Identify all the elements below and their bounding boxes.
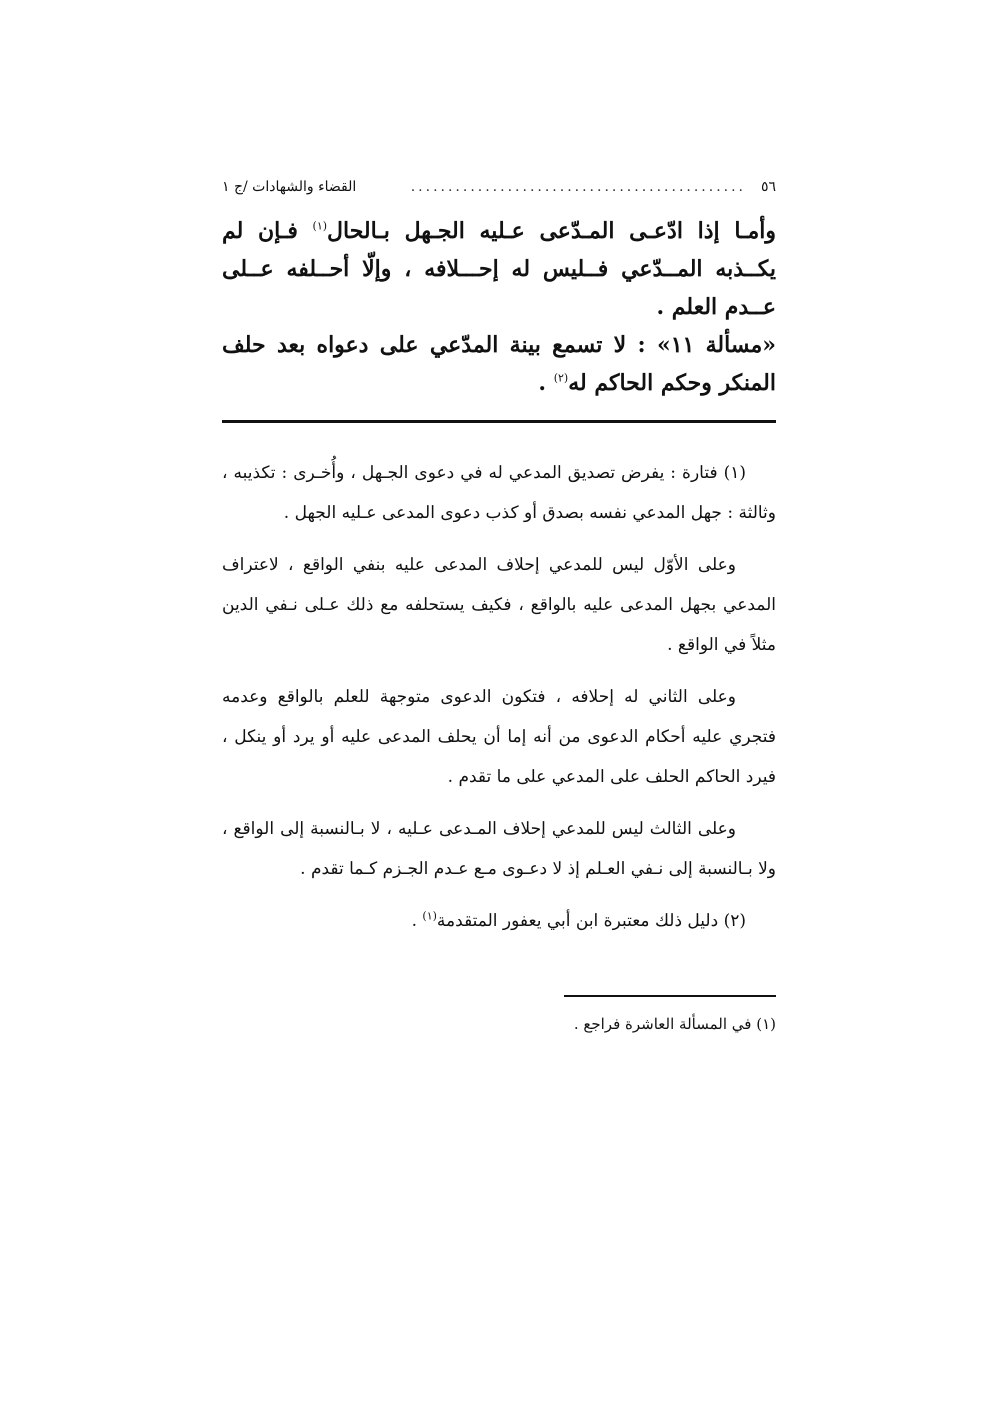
note-para-second: وعلى الثاني له إحلافه ، فتكون الدعوى متوجهة للعلم بالواقع وعدمه فتجري عليه أحكام الدعوى من أنه إما أن يحلف المدعى عليه أو يرد أو ينكل ، فيرد الحاكم الحلف على المدعي على ما تقدم . [222, 687, 776, 787]
page-header [222, 172, 776, 202]
note-para-third: وعلى الثالث ليس للمدعي إحلاف المـدعى عـليه ، لا بـالنسبة إلى الواقع ، ولا بـالنسبة إلى نـفي العـلم إذ لا دعـوى مـع عـدم الجـزم كـما تقدم . [222, 819, 776, 879]
note-2 [222, 901, 776, 941]
note-2-text: (٢) دليل ذلك معتبرة ابن أبي يعفور المتقدمة [436, 911, 746, 931]
main-paragraph-text: وأمـا إذا ادّعـى المـدّعى عـليه الجـهل بـالحال [327, 218, 776, 244]
masala-text: : لا تسمع بينة المدّعي على دعواه بعد حلف المنكر وحكم الحاكم له [222, 332, 776, 396]
main-paragraph-tail: فـإن لم يكــذبه المــدّعي فــليس له إحـــلافه ، وإلّا أحــلفه عــلى عــدم العلم . [222, 218, 776, 320]
note-2-tail: . [411, 911, 423, 931]
masala-paragraph [222, 326, 776, 402]
note-1: (١) فتارة : يفرض تصديق المدعي له في دعوى الجـهل ، وأُخـرى : تكذيبه ، وثالثة : جهل المدعي نفسه بصدق أو كذب دعوى المدعى عـليه الجهل . [222, 463, 776, 523]
masala-label: «مسألة ١١» [656, 332, 776, 358]
commentary-notes [222, 453, 776, 941]
footnote-divider [564, 995, 776, 997]
masala-tail: . [538, 370, 554, 396]
footnote-ref-2: (٢) [553, 371, 569, 385]
footnote-ref-1: (١) [312, 219, 328, 233]
notes-divider [222, 420, 776, 423]
note-2-ref: (١) [422, 909, 437, 923]
document-page [222, 172, 776, 1039]
main-text [222, 212, 776, 402]
leader-dots: ............................................. [410, 179, 746, 195]
main-paragraph [222, 212, 776, 326]
footnote-text: (١) في المسألة العاشرة فراجع . [573, 1015, 776, 1033]
page-number: ٥٦ [760, 179, 776, 195]
running-title: القضاء والشهادات /ج ١ [222, 179, 357, 195]
note-para-first: وعلى الأوّل ليس للمدعي إحلاف المدعى عليه بنفي الواقع ، لاعتراف المدعي بجهل المدعى عليه بالواقع ، فكيف يستحلفه مع ذلك عـلى نـفي الدين مثلاً في الواقع . [222, 555, 776, 655]
